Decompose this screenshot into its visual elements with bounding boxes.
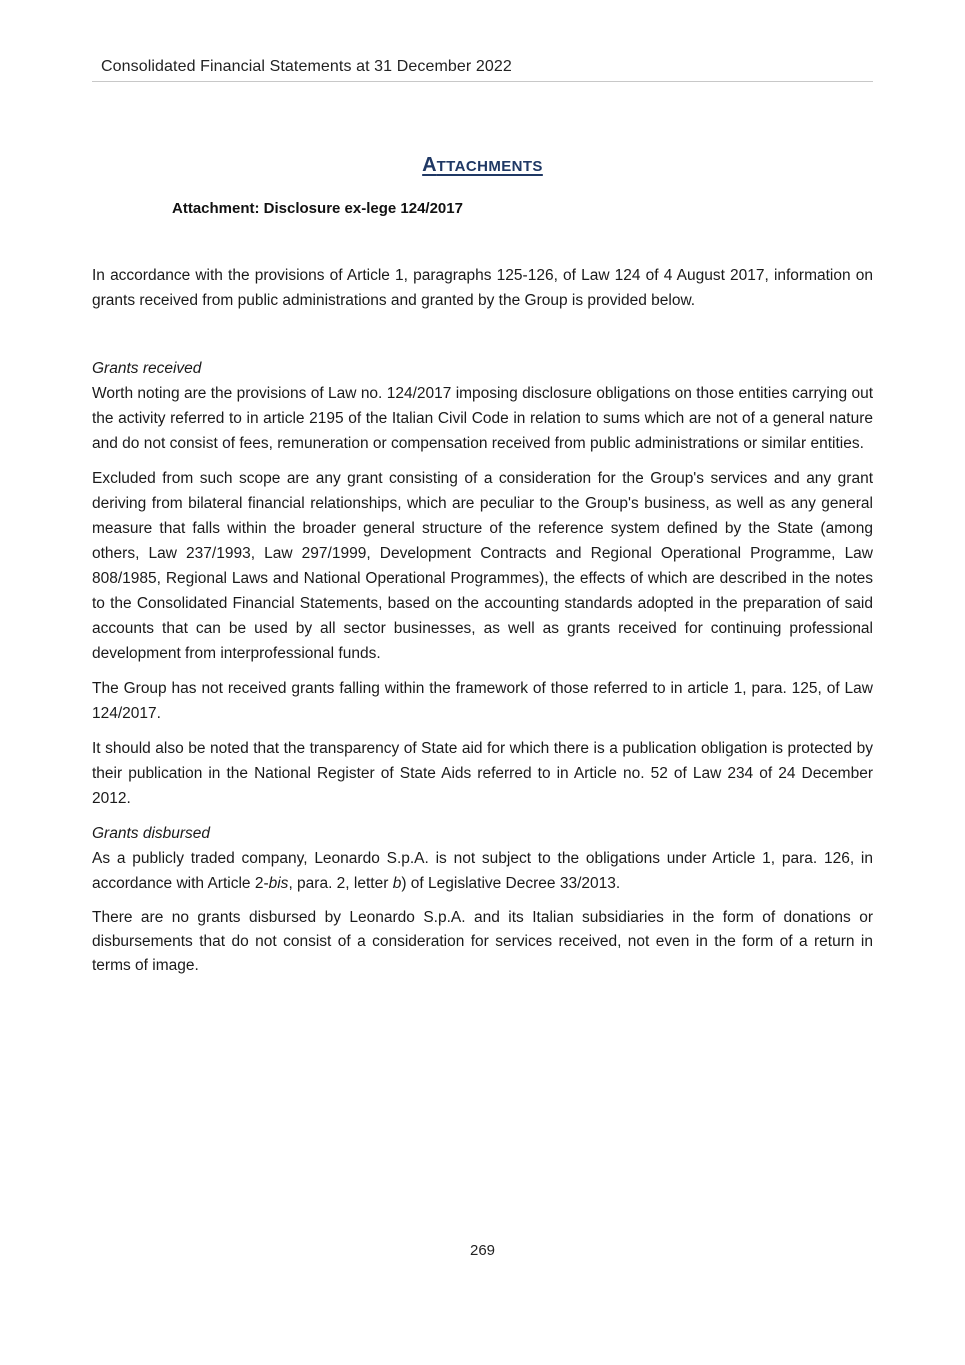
grants-disbursed-paragraph-2: There are no grants disbursed by Leonardo S.p.A. and its Italian subsidiaries in the form of donations or disbursements that do not consist of a consideration for services received, not even in the form of a return in terms of image.	[92, 909, 873, 974]
page-number: 269	[469, 1242, 496, 1259]
grants-received-paragraph-2: Excluded from such scope are any grant consisting of a consideration for the Group's services and any grant deriving from bilateral financial relationships, which are peculiar to the Group's business, as well as any general measure that falls within the broader general structure of the reference system defined by the State (among others, Law 237/1993, Law 297/1999, Development Contracts and Regional Operational Programme, Law 808/1985, Regional Laws and National Operational Programmes), the effects of which are described in the notes to the Consolidated Financial Statements, based on the accounting standards adopted in the preparation of said accounts that can be used by all sector businesses, as well as grants received for continuing professional development from interprofessional funds.	[92, 470, 873, 662]
gd-p1-part-c: , para. 2, letter	[288, 875, 393, 892]
attachment-title: Attachment: Disclosure ex-lege 124/2017	[172, 200, 463, 217]
document-body	[92, 263, 873, 978]
grants-disbursed-paragraph-1	[92, 846, 873, 896]
grants-received-paragraph-1: Worth noting are the provisions of Law no. 124/2017 imposing disclosure obligations on those entities carrying out the activity referred to in article 2195 of the Italian Civil Code in relation to sums which are not of a general nature and do not consist of fees, remuneration or compensation received from public administrations or similar entities.	[92, 385, 873, 452]
grants-disbursed-heading: Grants disbursed	[92, 825, 211, 842]
gd-p1-part-d: b	[392, 875, 402, 892]
section-title-initial: A	[422, 154, 437, 176]
header-title: Consolidated Financial Statements at 31 December 2022	[101, 58, 512, 75]
gd-p1-part-a: As a publicly traded company, Leonardo S.p.A. is not subject to the obligations under Article 1, para. 126, in accordance with Article 2-	[92, 850, 873, 892]
gd-p1-part-b: bis	[268, 875, 289, 892]
grants-received-heading: Grants received	[92, 360, 202, 377]
page-header	[92, 58, 873, 82]
intro-paragraph: In accordance with the provisions of Article 1, paragraphs 125-126, of Law 124 of 4 August 2017, information on grants received from public administrations and granted by the Group is provided below.	[92, 267, 873, 309]
section-title-rest: TTACHMENTS	[436, 158, 543, 175]
gd-p1-part-e: ) of Legislative Decree 33/2013.	[401, 875, 621, 892]
section-title	[0, 152, 965, 180]
grants-received-paragraph-4: It should also be noted that the transparency of State aid for which there is a publication obligation is protected by their publication in the National Register of State Aids referred to in Article no. 52 of Law 234 of 24 December 2012.	[92, 740, 873, 807]
grants-received-paragraph-3: The Group has not received grants falling within the framework of those referred to in article 1, para. 125, of Law 124/2017.	[92, 680, 873, 722]
